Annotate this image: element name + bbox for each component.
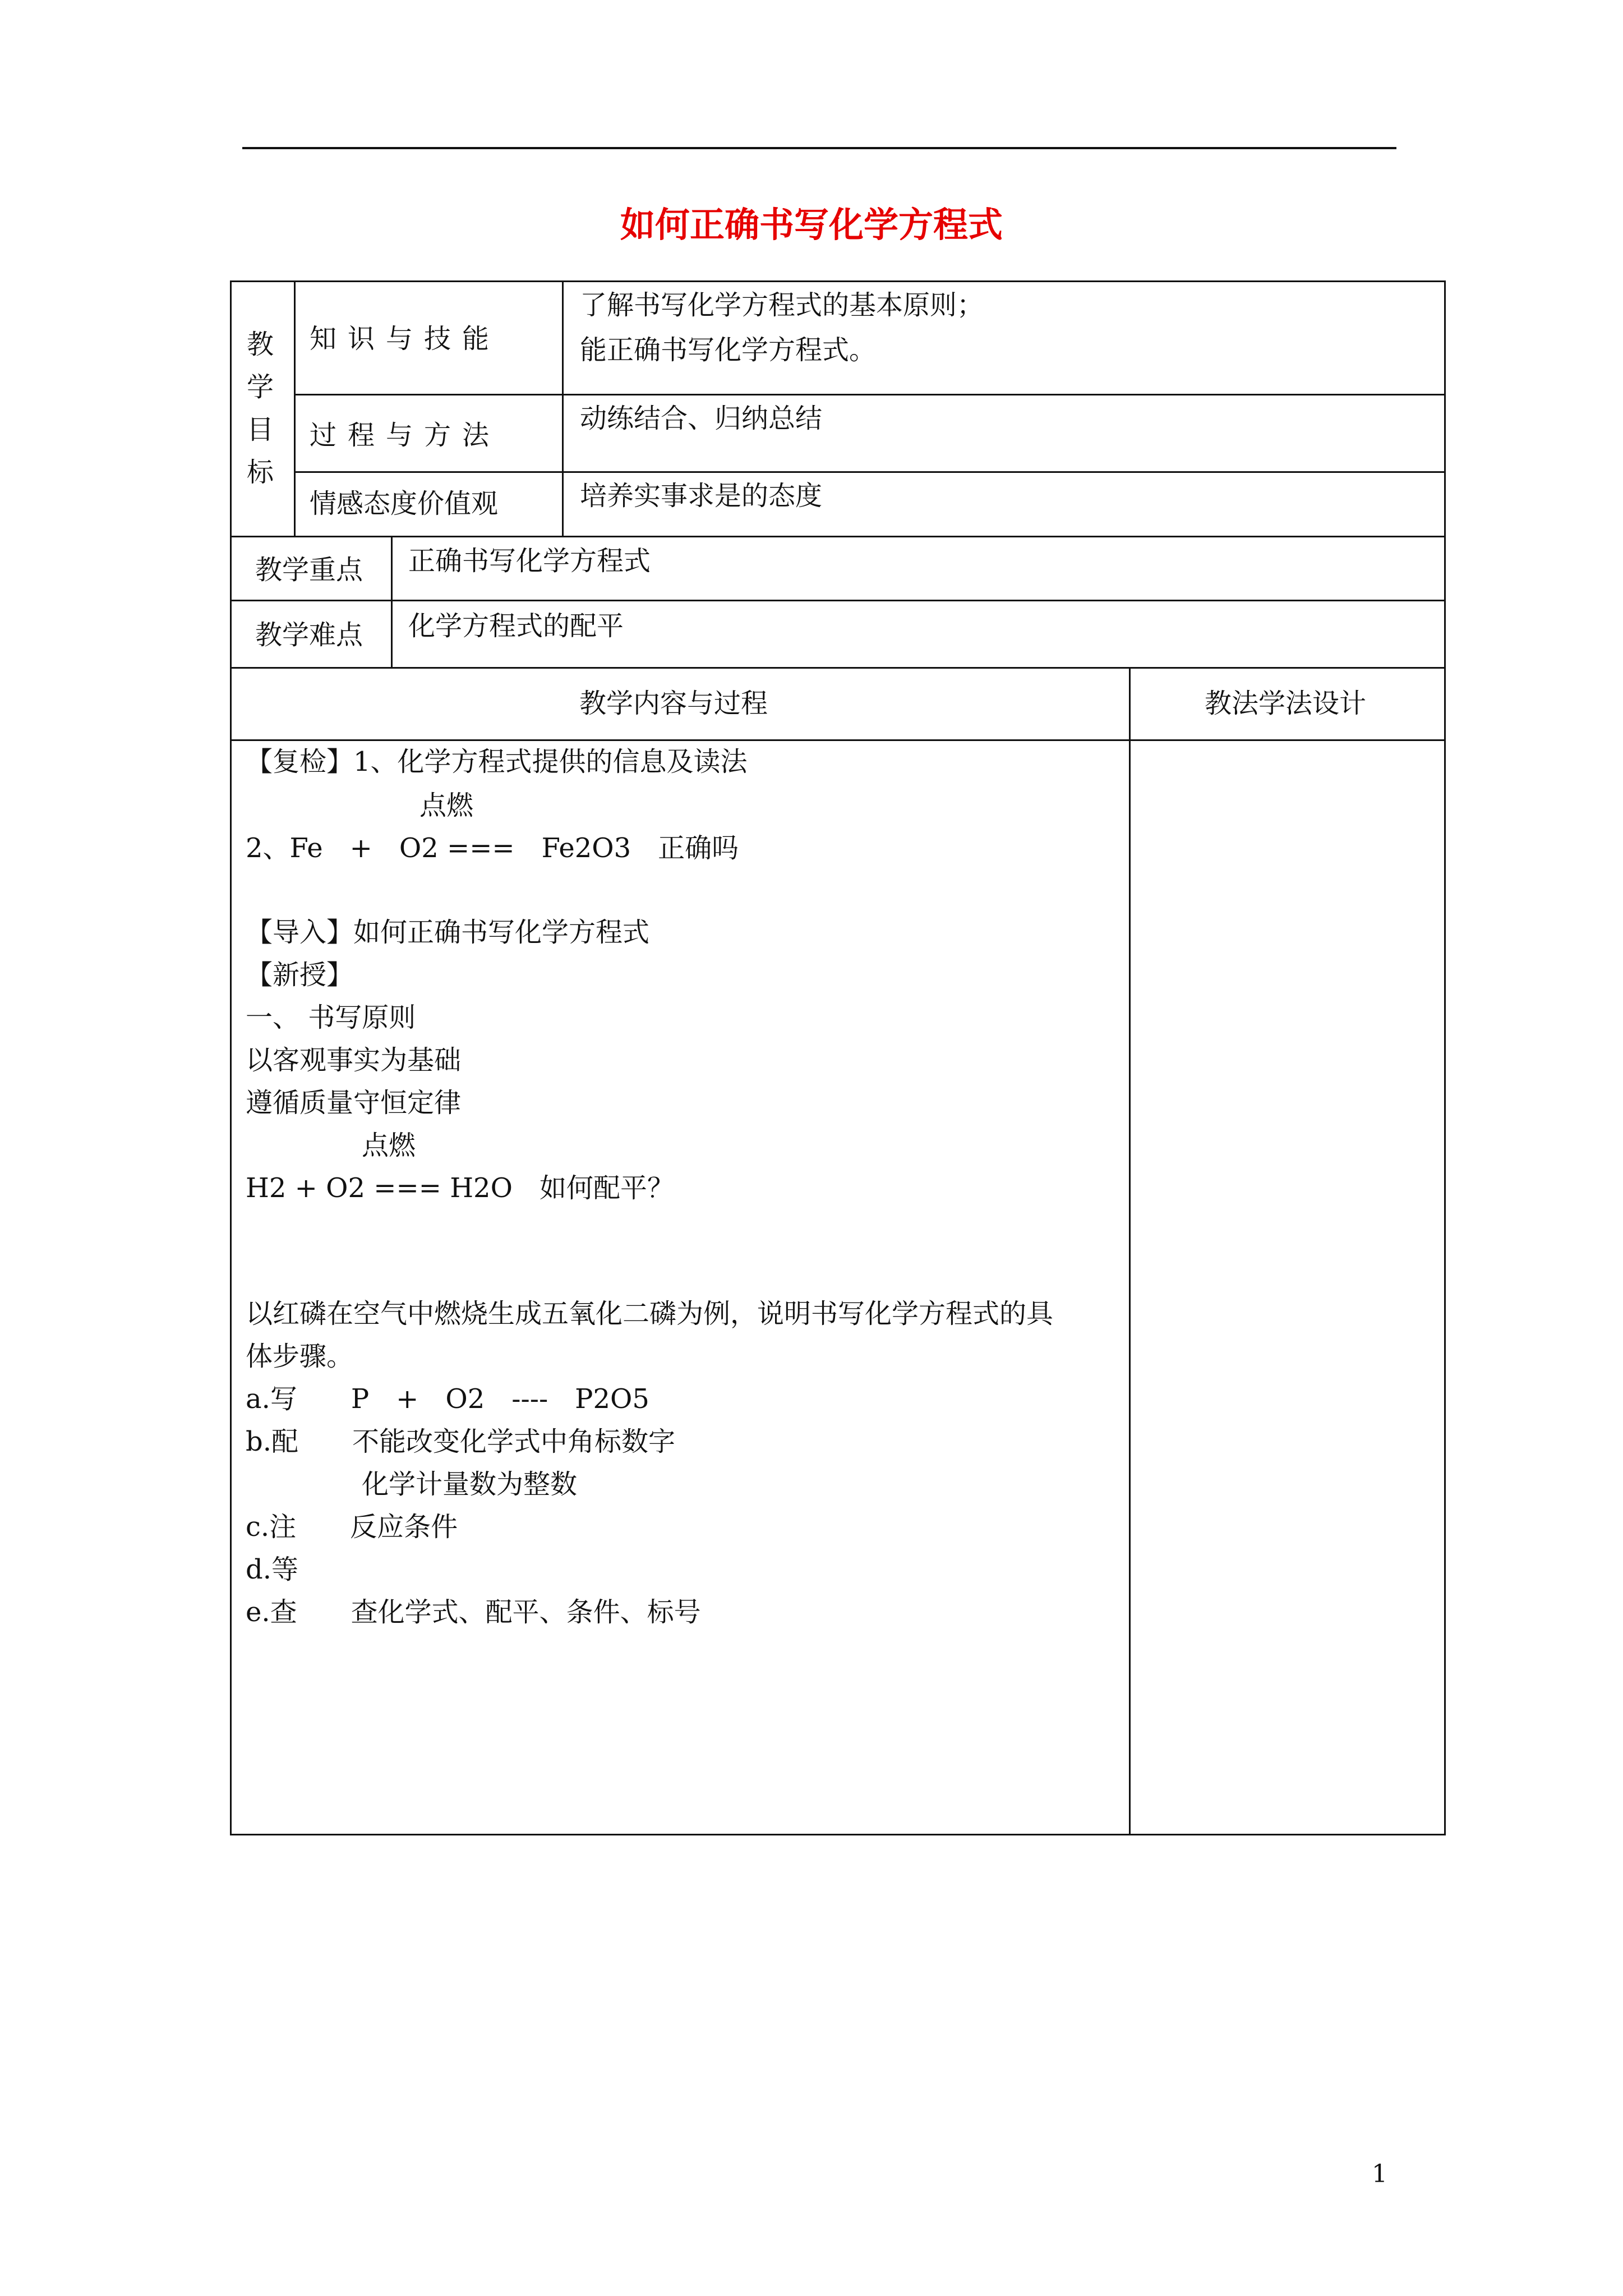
key-point-label: 教学重点: [255, 554, 363, 586]
process-header-divider: [230, 739, 1446, 741]
process-line: 点燃: [362, 1130, 416, 1161]
process-line: 2、Fe + O2 === Fe2O3 正确吗: [246, 832, 739, 864]
difficult-point-divider: [391, 600, 393, 669]
page-number: 1: [1372, 2160, 1387, 2188]
objective-content-line: 动练结合、归纳总结: [580, 403, 823, 434]
process-line: 【新授】: [246, 959, 354, 991]
difficult-point-content: 化学方程式的配平: [408, 610, 624, 642]
objectives-label-char: 标: [247, 457, 274, 488]
objectives-label-char: 教: [247, 329, 274, 360]
objectives-label-char: 目: [247, 414, 274, 445]
process-line: 【复检】1、化学方程式提供的信息及读法: [246, 746, 748, 777]
process-line: 一、 书写原则: [246, 1002, 416, 1033]
process-header-method: 教法学法设计: [1205, 688, 1367, 719]
objectives-label-char: 学: [247, 371, 274, 403]
process-line: a.写 P + O2 ---- P2O5: [246, 1383, 649, 1415]
process-column-divider: [1129, 667, 1131, 1835]
page-title: 如何正确书写化学方程式: [620, 204, 1003, 245]
process-line: e.查 查化学式、配平、条件、标号: [246, 1596, 701, 1628]
objective-content-line: 了解书写化学方程式的基本原则；: [580, 289, 984, 321]
objectives-row-divider: [294, 471, 1446, 473]
key-point-content: 正确书写化学方程式: [408, 545, 651, 577]
process-line: 【导入】如何正确书写化学方程式: [246, 917, 650, 948]
difficult-point-label: 教学难点: [255, 619, 363, 651]
process-line: c.注 反应条件: [246, 1511, 458, 1543]
objective-content-line: 培养实事求是的态度: [580, 480, 823, 512]
process-line: 以红磷在空气中燃烧生成五氧化二磷为例，说明书写化学方程式的具: [246, 1298, 1054, 1329]
process-header-content: 教学内容与过程: [579, 688, 768, 719]
key-point-divider: [391, 536, 393, 601]
process-line: 以客观事实为基础: [246, 1045, 462, 1076]
process-line: 遵循质量守恒定律: [246, 1087, 462, 1119]
header-rule: [242, 147, 1396, 149]
objectives-label-divider: [294, 280, 296, 537]
objective-label-knowledge: 知识与技能: [310, 323, 501, 355]
process-line: b.配 不能改变化学式中角标数字: [246, 1426, 675, 1457]
process-line: 点燃: [419, 790, 474, 821]
objectives-content-divider: [562, 280, 564, 537]
objective-label-attitude: 情感态度价值观: [310, 488, 499, 519]
objective-label-process: 过程与方法: [310, 420, 501, 451]
process-line: d.等: [246, 1554, 298, 1585]
objective-content-line: 能正确书写化学方程式。: [580, 334, 877, 366]
objectives-row-divider: [294, 394, 1446, 395]
process-line: 体步骤。: [246, 1341, 354, 1372]
process-line: 化学计量数为整数: [362, 1469, 578, 1500]
process-line: H2 + O2 === H2O 如何配平？: [246, 1172, 674, 1204]
